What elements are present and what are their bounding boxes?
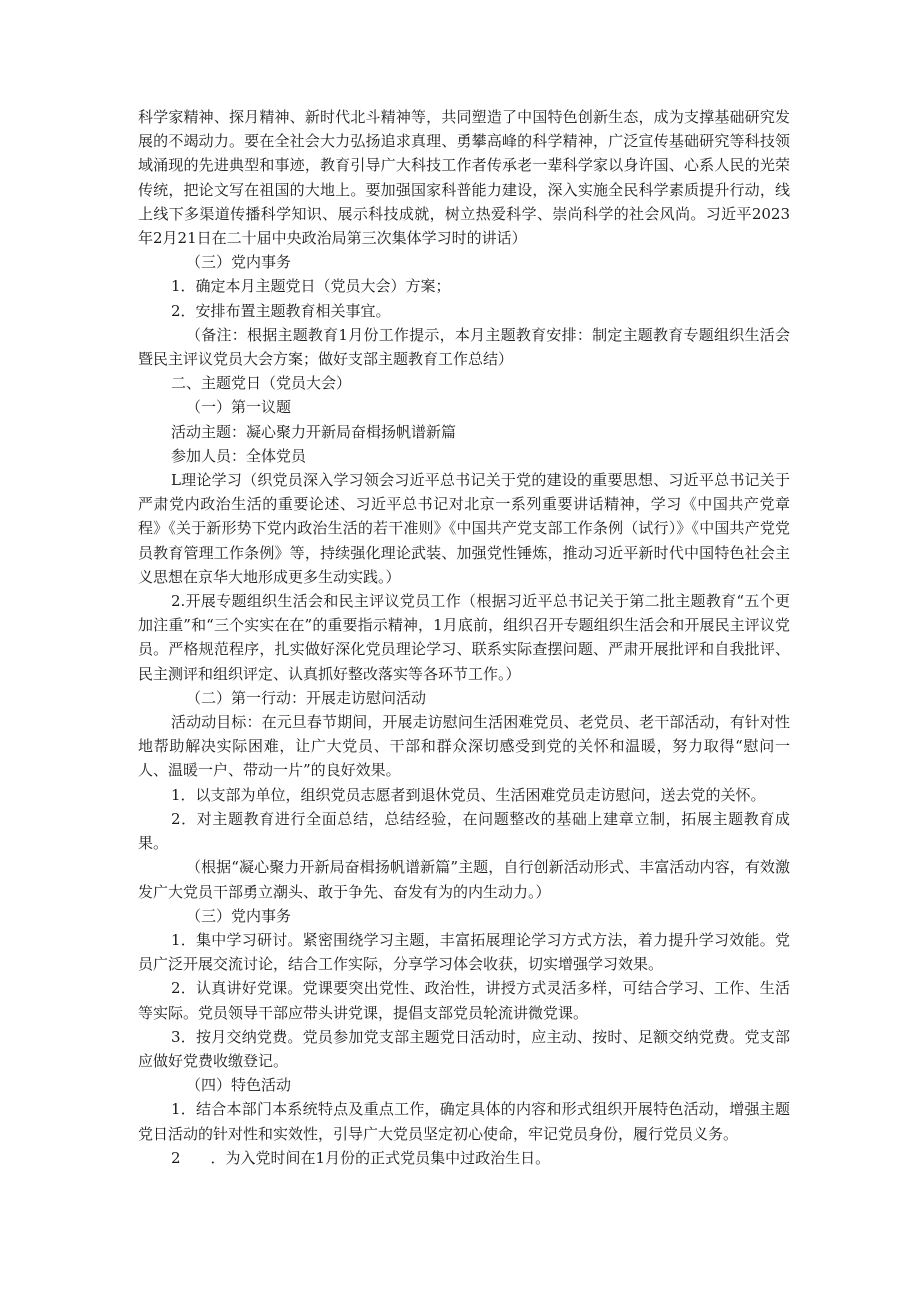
list-item: 2．认真讲好党课。党课要突出党性、政治性，讲授方式灵活多样，可结合学习、工作、生活等实际。党员领导干部应带头讲党课，提倡支部党员轮流讲微党课。: [138, 979, 790, 1022]
subsection-heading-first-topic: （一）第一议题: [186, 398, 292, 417]
list-item: 2 ．为入党时间在1月份的正式党员集中过政治生日。: [171, 1148, 551, 1167]
list-item: 1．结合本部门本系统特点及重点工作，确定具体的内容和形式组织开展特色活动，增强主题党日活动的针对性和实效性，引导广大党员坚定初心使命，牢记党员身份，履行党员义务。: [138, 1100, 790, 1143]
note-paragraph: （备注：根据主题教育1月份工作提示，本月主题教育安排：制定主题教育专题组织生活会暨民主评议党员大会方案；做好支部主题教育工作总结）: [138, 325, 790, 369]
subsection-heading-party-affairs: （三）党内事务: [186, 906, 292, 925]
list-item: 2．对主题教育进行全面总结，总结经验，在问题整改的基础上建章立制，拓展主题教育成果。: [138, 809, 790, 853]
list-item: 1．确定本月主题党日（党员大会）方案；: [171, 277, 451, 296]
subsection-heading-special-activities: （四）特色活动: [186, 1076, 292, 1095]
section-heading-theme-day: 二、主题党日（党员大会）: [171, 374, 352, 393]
note-paragraph: （根据“凝心聚力开新局奋楫扬帆谱新篇”主题，自行创新活动形式、丰富活动内容，有效激发广大党员干部勇立潮头、敢于争先、奋发有为的内生动力。）: [138, 858, 790, 901]
list-item-organizational-life: 2.开展专题组织生活会和民主评议党员工作（根据习近平总书记关于第二批主题教育“五个更加注重”和“三个实实在在”的重要指示精神，1月底前，组织召开专题组织生活会和开展民主评议党员。严格规范程序，扎实做好深化党员理论学习、联系实际查摆问题、严肃开展批评和自我批评、民主测评和组织评定、认真抓好整改落实等各环节工作。）: [138, 592, 790, 683]
section-heading-party-affairs: （三）党内事务: [186, 253, 292, 272]
document-body: [138, 105, 790, 1170]
list-item: 3．按月交纳党费。党员参加党支部主题党日活动时，应主动、按时、足额交纳党费。党支部应做好党费收缴登记。: [138, 1027, 790, 1070]
list-item: 2．安排布置主题教育相关事宜。: [171, 301, 391, 320]
list-item-theory-study: L理论学习（织党员深入学习领会习近平总书记关于党的建设的重要思想、习近平总书记关于严肃党内政治生活的重要论述、习近平总书记对北京一系列重要讲话精神，学习《中国共产党章程》《关于新形势下党内政治生活的若干准则》《中国共产党支部工作条例（试行）》《中国共产党党员教育管理工作条例》等，持续强化理论武装、加强党性锤炼，推动习近平新时代中国特色社会主义思想在京华大地形成更多生动实践。）: [138, 471, 790, 586]
activity-theme: 活动主题：凝心聚力开新局奋楫扬帆谱新篇: [171, 422, 457, 441]
subsection-heading-first-action: （二）第一行动：开展走访慰问活动: [186, 688, 427, 707]
paragraph-speech-quote: 科学家精神、探月精神、新时代北斗精神等，共同塑造了中国特色创新生态，成为支撑基础研究发展的不竭动力。要在全社会大力弘扬追求真理、勇攀高峰的科学精神，广泛宣传基础研究等科技领域涌现的先进典型和事迹，教育引导广大科技工作者传承老一辈科学家以身许国、心系人民的光荣传统，把论文写在祖国的大地上。要加强国家科普能力建设，深入实施全民科学素质提升行动，线上线下多渠道传播科学知识、展示科技成就，树立热爱科学、崇尚科学的社会风尚。习近平2023年2月21日在二十届中央政治局第三次集体学习时的讲话）: [138, 108, 790, 248]
activity-goal: 活动动目标：在元旦春节期间，开展走访慰问生活困难党员、老党员、老干部活动，有针对性地帮助解决实际困难，让广大党员、干部和群众深切感受到党的关怀和温暖，努力取得“慰问一人、温暖一户、带动一片”的良好效果。: [138, 713, 790, 780]
list-item: 1．以支部为单位，组织党员志愿者到退休党员、生活困难党员走访慰问，送去党的关怀。: [171, 785, 766, 804]
participants: 参加人员：全体党员: [171, 446, 307, 465]
list-item: 1．集中学习研讨。紧密围绕学习主题，丰富拓展理论学习方式方法，着力提升学习效能。党员广泛开展交流讨论，结合工作实际，分享学习体会收获，切实增强学习效果。: [138, 930, 790, 974]
